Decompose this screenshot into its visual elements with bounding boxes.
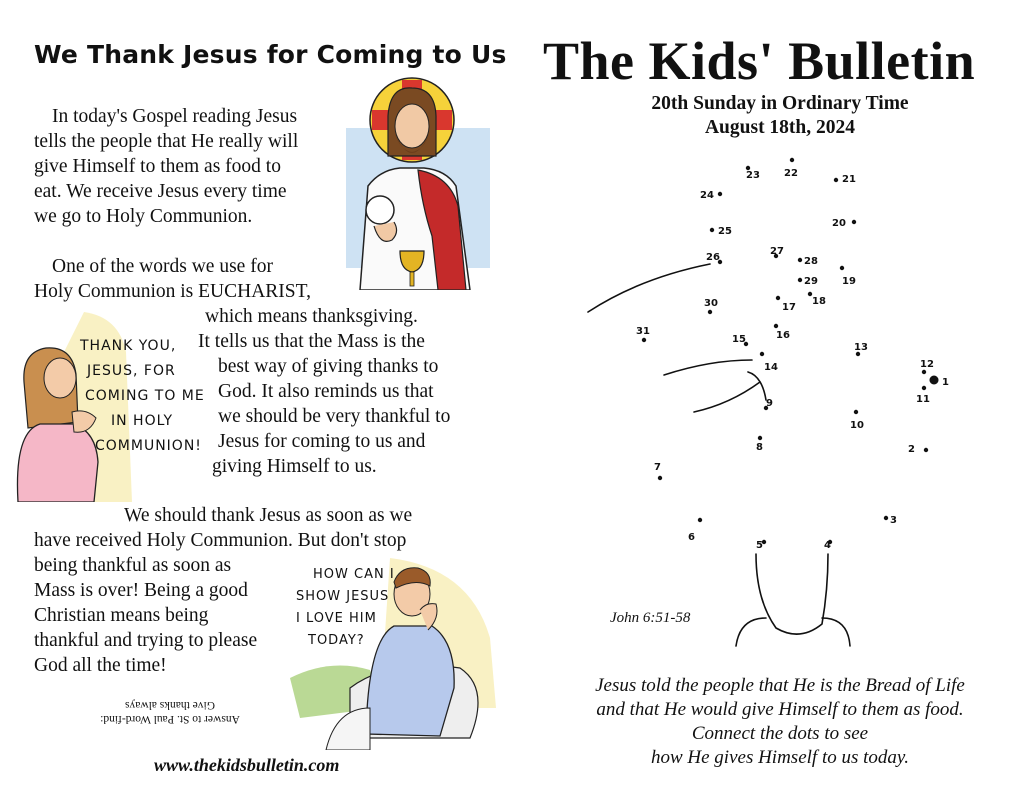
dot-label-30: 30 bbox=[704, 298, 718, 309]
line-hand-finger bbox=[748, 372, 766, 400]
answer-line-2: Give thanks always bbox=[124, 699, 216, 711]
dot-2 bbox=[924, 448, 928, 452]
scripture-reference: John 6:51-58 bbox=[610, 610, 691, 626]
dot-22 bbox=[790, 158, 794, 162]
bubble2-line-4: TODAY? bbox=[308, 633, 365, 648]
p2-line-7: we should be very thankful to bbox=[218, 406, 451, 427]
puzzle-dots bbox=[636, 158, 949, 551]
caption-line-3: Connect the dots to see bbox=[691, 723, 869, 744]
left-page-title: We Thank Jesus for Coming to Us bbox=[34, 40, 507, 69]
dot-label-6: 6 bbox=[688, 532, 695, 543]
line-hand-lower bbox=[694, 382, 760, 412]
p3-line-7: God all the time! bbox=[34, 655, 167, 676]
dot-label-27: 27 bbox=[770, 246, 784, 257]
p2-line-2: Holy Communion is EUCHARIST, bbox=[34, 281, 311, 302]
dot-label-31: 31 bbox=[636, 326, 650, 337]
dot-label-4: 4 bbox=[824, 540, 831, 551]
line-arm-upper bbox=[588, 264, 710, 312]
dot-label-13: 13 bbox=[854, 342, 868, 353]
dot-label-23: 23 bbox=[746, 170, 760, 181]
bubble1-line-1: THANK YOU, bbox=[80, 338, 177, 354]
bubble2-line-1: HOW CAN I bbox=[313, 567, 395, 582]
line-base-left bbox=[736, 618, 766, 646]
dot-label-19: 19 bbox=[842, 276, 856, 287]
caption-line-1: Jesus told the people that He is the Bread of Life bbox=[595, 675, 965, 696]
dot-label-7: 7 bbox=[654, 462, 661, 473]
dot-label-8: 8 bbox=[756, 442, 763, 453]
upside-down-answer bbox=[70, 698, 270, 726]
dot-8 bbox=[758, 436, 762, 440]
dot-label-18: 18 bbox=[812, 296, 826, 307]
p2-line-6: God. It also reminds us that bbox=[218, 381, 434, 402]
dot-29 bbox=[798, 278, 802, 282]
bubble2-line-3: I LOVE HIM bbox=[296, 611, 377, 626]
dot-12 bbox=[922, 370, 926, 374]
dot-label-11: 11 bbox=[916, 394, 930, 405]
p2-line-4: It tells us that the Mass is the bbox=[198, 331, 425, 352]
dot-label-28: 28 bbox=[804, 256, 818, 267]
line-cup-stem bbox=[756, 554, 828, 634]
dot-24 bbox=[718, 192, 722, 196]
dot-31 bbox=[642, 338, 646, 342]
p3-line-4: Mass is over! Being a good bbox=[34, 580, 248, 601]
bubble1-line-4: IN HOLY bbox=[111, 413, 174, 429]
dot-label-16: 16 bbox=[776, 330, 790, 341]
p2-line-9: giving Himself to us. bbox=[212, 456, 377, 477]
bubble2-line-2: SHOW JESUS bbox=[296, 589, 390, 604]
bubble1-line-3: COMING TO ME bbox=[85, 388, 205, 404]
dot-label-5: 5 bbox=[756, 540, 763, 551]
dot-label-17: 17 bbox=[782, 302, 796, 313]
dot-7 bbox=[658, 476, 662, 480]
dot-20 bbox=[852, 220, 856, 224]
pre-drawn-lines bbox=[588, 264, 850, 646]
bubble1-line-2: JESUS, FOR bbox=[87, 363, 176, 379]
caption-line-4: how He gives Himself to us today. bbox=[650, 747, 910, 768]
bubble1-line-5: COMMUNION! bbox=[95, 438, 202, 454]
p2-line-3: which means thanksgiving. bbox=[205, 306, 418, 327]
dot-10 bbox=[854, 410, 858, 414]
p1-line-1: In today's Gospel reading Jesus bbox=[52, 106, 298, 127]
dot-label-14: 14 bbox=[764, 362, 778, 373]
dot-1 bbox=[930, 376, 939, 385]
puzzle-caption bbox=[545, 674, 1015, 770]
p1-line-3: give Himself to them as food to bbox=[34, 156, 281, 177]
dot-label-24: 24 bbox=[700, 190, 714, 201]
dot-label-1: 1 bbox=[942, 377, 949, 388]
answer-line-1: Answer to St. Paul Word-find: bbox=[100, 713, 240, 725]
p2-line-1: One of the words we use for bbox=[52, 256, 273, 277]
dot-label-3: 3 bbox=[890, 515, 897, 526]
dot-11 bbox=[922, 386, 926, 390]
dot-label-20: 20 bbox=[832, 218, 846, 229]
dot-19 bbox=[840, 266, 844, 270]
p2-line-5: best way of giving thanks to bbox=[218, 356, 439, 377]
dot-label-15: 15 bbox=[732, 334, 746, 345]
dot-label-12: 12 bbox=[920, 359, 934, 370]
jesus-illustration bbox=[340, 76, 490, 290]
dot-label-10: 10 bbox=[850, 420, 864, 431]
p1-line-5: we go to Holy Communion. bbox=[34, 206, 253, 227]
p3-line-1: We should thank Jesus as soon as we bbox=[124, 505, 413, 526]
p3-line-5: Christian means being bbox=[34, 605, 209, 626]
p3-line-3: being thankful as soon as bbox=[34, 555, 232, 576]
dot-25 bbox=[710, 228, 714, 232]
connect-the-dots-puzzle bbox=[560, 150, 980, 670]
liturgical-day: 20th Sunday in Ordinary Time bbox=[651, 93, 909, 114]
dot-14 bbox=[760, 352, 764, 356]
dot-label-21: 21 bbox=[842, 174, 856, 185]
dot-6 bbox=[698, 518, 702, 522]
p1-line-2: tells the people that He really will bbox=[34, 131, 299, 152]
dot-label-22: 22 bbox=[784, 168, 798, 179]
dot-16 bbox=[774, 324, 778, 328]
dot-label-2: 2 bbox=[908, 444, 915, 455]
dot-label-26: 26 bbox=[706, 252, 720, 263]
bulletin-title: The Kids' Bulletin bbox=[543, 31, 976, 91]
dot-30 bbox=[708, 310, 712, 314]
dot-21 bbox=[834, 178, 838, 182]
dot-label-9: 9 bbox=[766, 398, 773, 409]
p3-line-6: thankful and trying to please bbox=[34, 630, 258, 651]
p1-line-4: eat. We receive Jesus every time bbox=[34, 181, 287, 202]
website-url[interactable]: www.thekidsbulletin.com bbox=[154, 755, 340, 775]
dot-label-25: 25 bbox=[718, 226, 732, 237]
dot-17 bbox=[776, 296, 780, 300]
caption-line-2: and that He would give Himself to them as food. bbox=[596, 699, 964, 720]
p3-line-2: have received Holy Communion. But don't stop bbox=[34, 530, 407, 551]
dot-3 bbox=[884, 516, 888, 520]
bulletin-date: August 18th, 2024 bbox=[704, 117, 856, 138]
line-hand-upper bbox=[664, 360, 752, 375]
line-base-right bbox=[822, 618, 850, 646]
p2-line-8: Jesus for coming to us and bbox=[218, 431, 426, 452]
dot-label-29: 29 bbox=[804, 276, 818, 287]
dot-28 bbox=[798, 258, 802, 262]
